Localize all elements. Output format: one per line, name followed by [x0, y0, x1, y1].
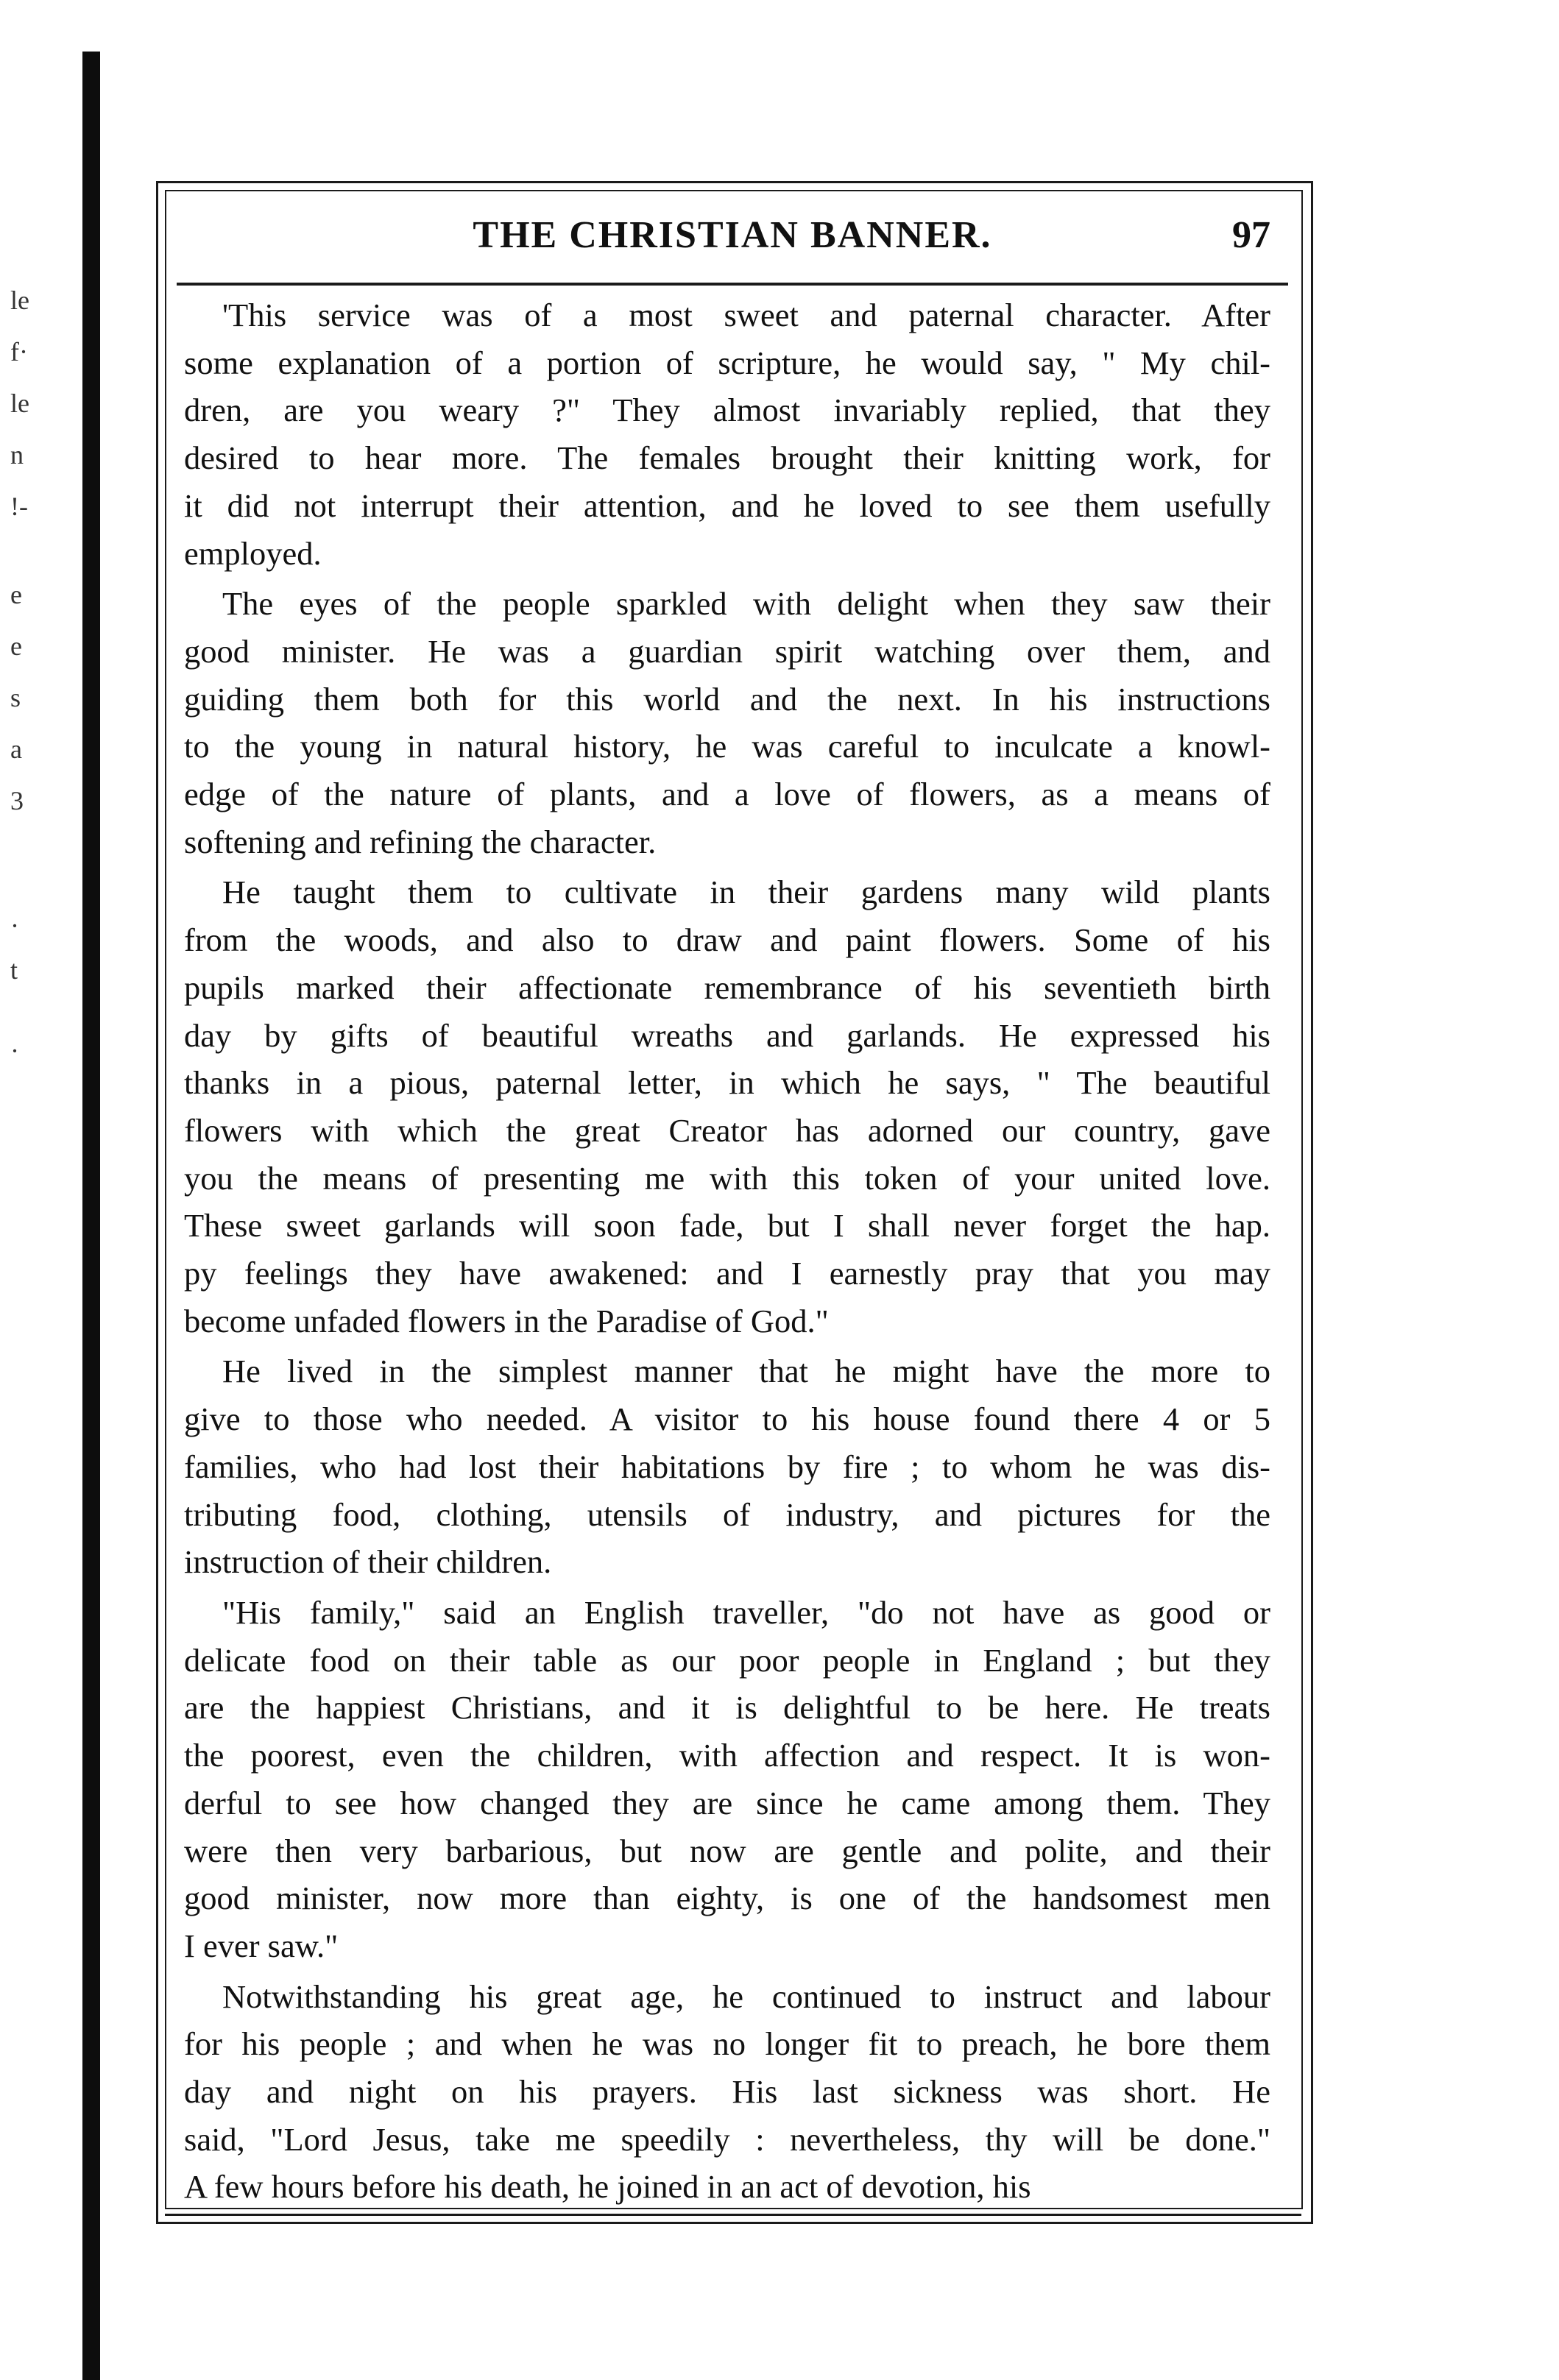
text-line: dren, are you weary ?" They almost invariably replied, that they [184, 392, 1270, 429]
margin-fragment: le [10, 286, 29, 315]
text-line: good minister. He was a guardian spirit watching over them, and [184, 632, 1270, 670]
text-line: from the woods, and also to draw and paint flowers. Some of his [184, 921, 1270, 959]
text-line: families, who had lost their habitations by fire ; to whom he was dis- [184, 1448, 1270, 1485]
margin-fragment: f· [10, 337, 28, 366]
text-line: Notwithstanding his great age, he continued to instruct and labour [222, 1977, 1270, 2015]
text-line: softening and refining the character. [184, 823, 657, 860]
paragraph [184, 1347, 1270, 1586]
text-line: 'This service was of a most sweet and paternal character. After [222, 297, 1270, 333]
text-line: A few hours before his death, he joined in an act of devotion, his [184, 2168, 1031, 2206]
footer-rule [165, 2214, 1301, 2216]
binding-edge [82, 52, 100, 2380]
text-line: become unfaded flowers in the Paradise of God." [184, 1302, 829, 1339]
text-line: are the happiest Christians, and it is delightful to be here. He treats [184, 1689, 1270, 1726]
text-line: thanks in a pious, paternal letter, in which he says, " The beautiful [184, 1064, 1270, 1102]
text-line: instruction of their children. [184, 1543, 552, 1581]
margin-fragment: t [10, 955, 18, 985]
margin-fragment: a [10, 734, 22, 764]
text-line: pupils marked their affectionate remembrance of his seventieth birth [184, 968, 1270, 1006]
text-line: said, "Lord Jesus, take me speedily : nevertheless, thy will be done." [184, 2120, 1270, 2158]
text-line: I ever saw." [184, 1927, 339, 1964]
text-line: desired to hear more. The females brought their knitting work, for [184, 439, 1270, 477]
margin-fragment: 3 [10, 786, 24, 815]
text-line: good minister, now more than eighty, is one of the handsomest men [184, 1880, 1270, 1917]
text-line: guiding them both for this world and the next. In his instructions [184, 680, 1270, 718]
paragraph [184, 580, 1270, 865]
text-line: day and night on his prayers. His last sickness was short. He [184, 2073, 1270, 2111]
margin-fragment: e [10, 580, 22, 609]
paragraph [184, 291, 1270, 577]
text-line: it did not interrupt their attention, and he loved to see them usefully [184, 486, 1270, 524]
margin-fragment: n [10, 440, 24, 470]
text-line: derful to see how changed they are since he came among them. They [184, 1784, 1270, 1821]
paragraph [184, 1589, 1270, 1970]
paragraph [184, 1973, 1270, 2211]
margin-fragment: s [10, 683, 21, 712]
text-line: He taught them to cultivate in their gardens many wild plants [222, 874, 1270, 911]
text-line: delicate food on their table as our poor people in England ; but they [184, 1641, 1270, 1679]
text-line: py feelings they have awakened: and I earnestly pray that you may [184, 1255, 1270, 1292]
text-line: The eyes of the people sparkled with delight when they saw their [222, 585, 1270, 623]
text-line: for his people ; and when he was no longer fit to preach, he bore them [184, 2025, 1270, 2063]
page-number: 97 [1232, 214, 1270, 256]
margin-fragment: le [10, 389, 29, 418]
running-title: THE CHRISTIAN BANNER. [473, 214, 992, 256]
margin-fragment: e [10, 631, 22, 661]
text-line: were then very barbarious, but now are gentle and polite, and their [184, 1832, 1270, 1869]
text-line: tributing food, clothing, utensils of industry, and pictures for the [184, 1495, 1270, 1533]
text-line: edge of the nature of plants, and a love of flowers, as a means of [184, 776, 1270, 813]
text-line: the poorest, even the children, with affection and respect. It is won- [184, 1737, 1270, 1774]
text-line: flowers with which the great Creator has adorned our country, gave [184, 1111, 1270, 1149]
text-line: you the means of presenting me with this token of your united love. [184, 1159, 1270, 1197]
margin-fragment: !- [10, 492, 28, 521]
text-line: give to those who needed. A visitor to his house found there 4 or 5 [184, 1400, 1270, 1438]
margin-fragment: · [10, 911, 19, 941]
text-line: employed. [184, 534, 322, 572]
margin-fragment: · [10, 1036, 19, 1066]
text-line: some explanation of a portion of scripture, he would say, " My chil- [184, 344, 1270, 381]
text-line: "His family," said an English traveller, "do not have as good or [222, 1593, 1270, 1631]
header-rule [177, 283, 1288, 286]
body-text [184, 291, 1270, 2214]
margin-fragments [4, 272, 49, 1082]
text-line: day by gifts of beautiful wreaths and garlands. He expressed his [184, 1016, 1270, 1054]
paragraph [184, 868, 1270, 1345]
text-line: These sweet garlands will soon fade, but I shall never forget the hap. [184, 1207, 1270, 1244]
text-line: to the young in natural history, he was careful to inculcate a knowl- [184, 728, 1270, 765]
page-header [177, 213, 1288, 272]
text-line: He lived in the simplest manner that he might have the more to [222, 1353, 1270, 1390]
